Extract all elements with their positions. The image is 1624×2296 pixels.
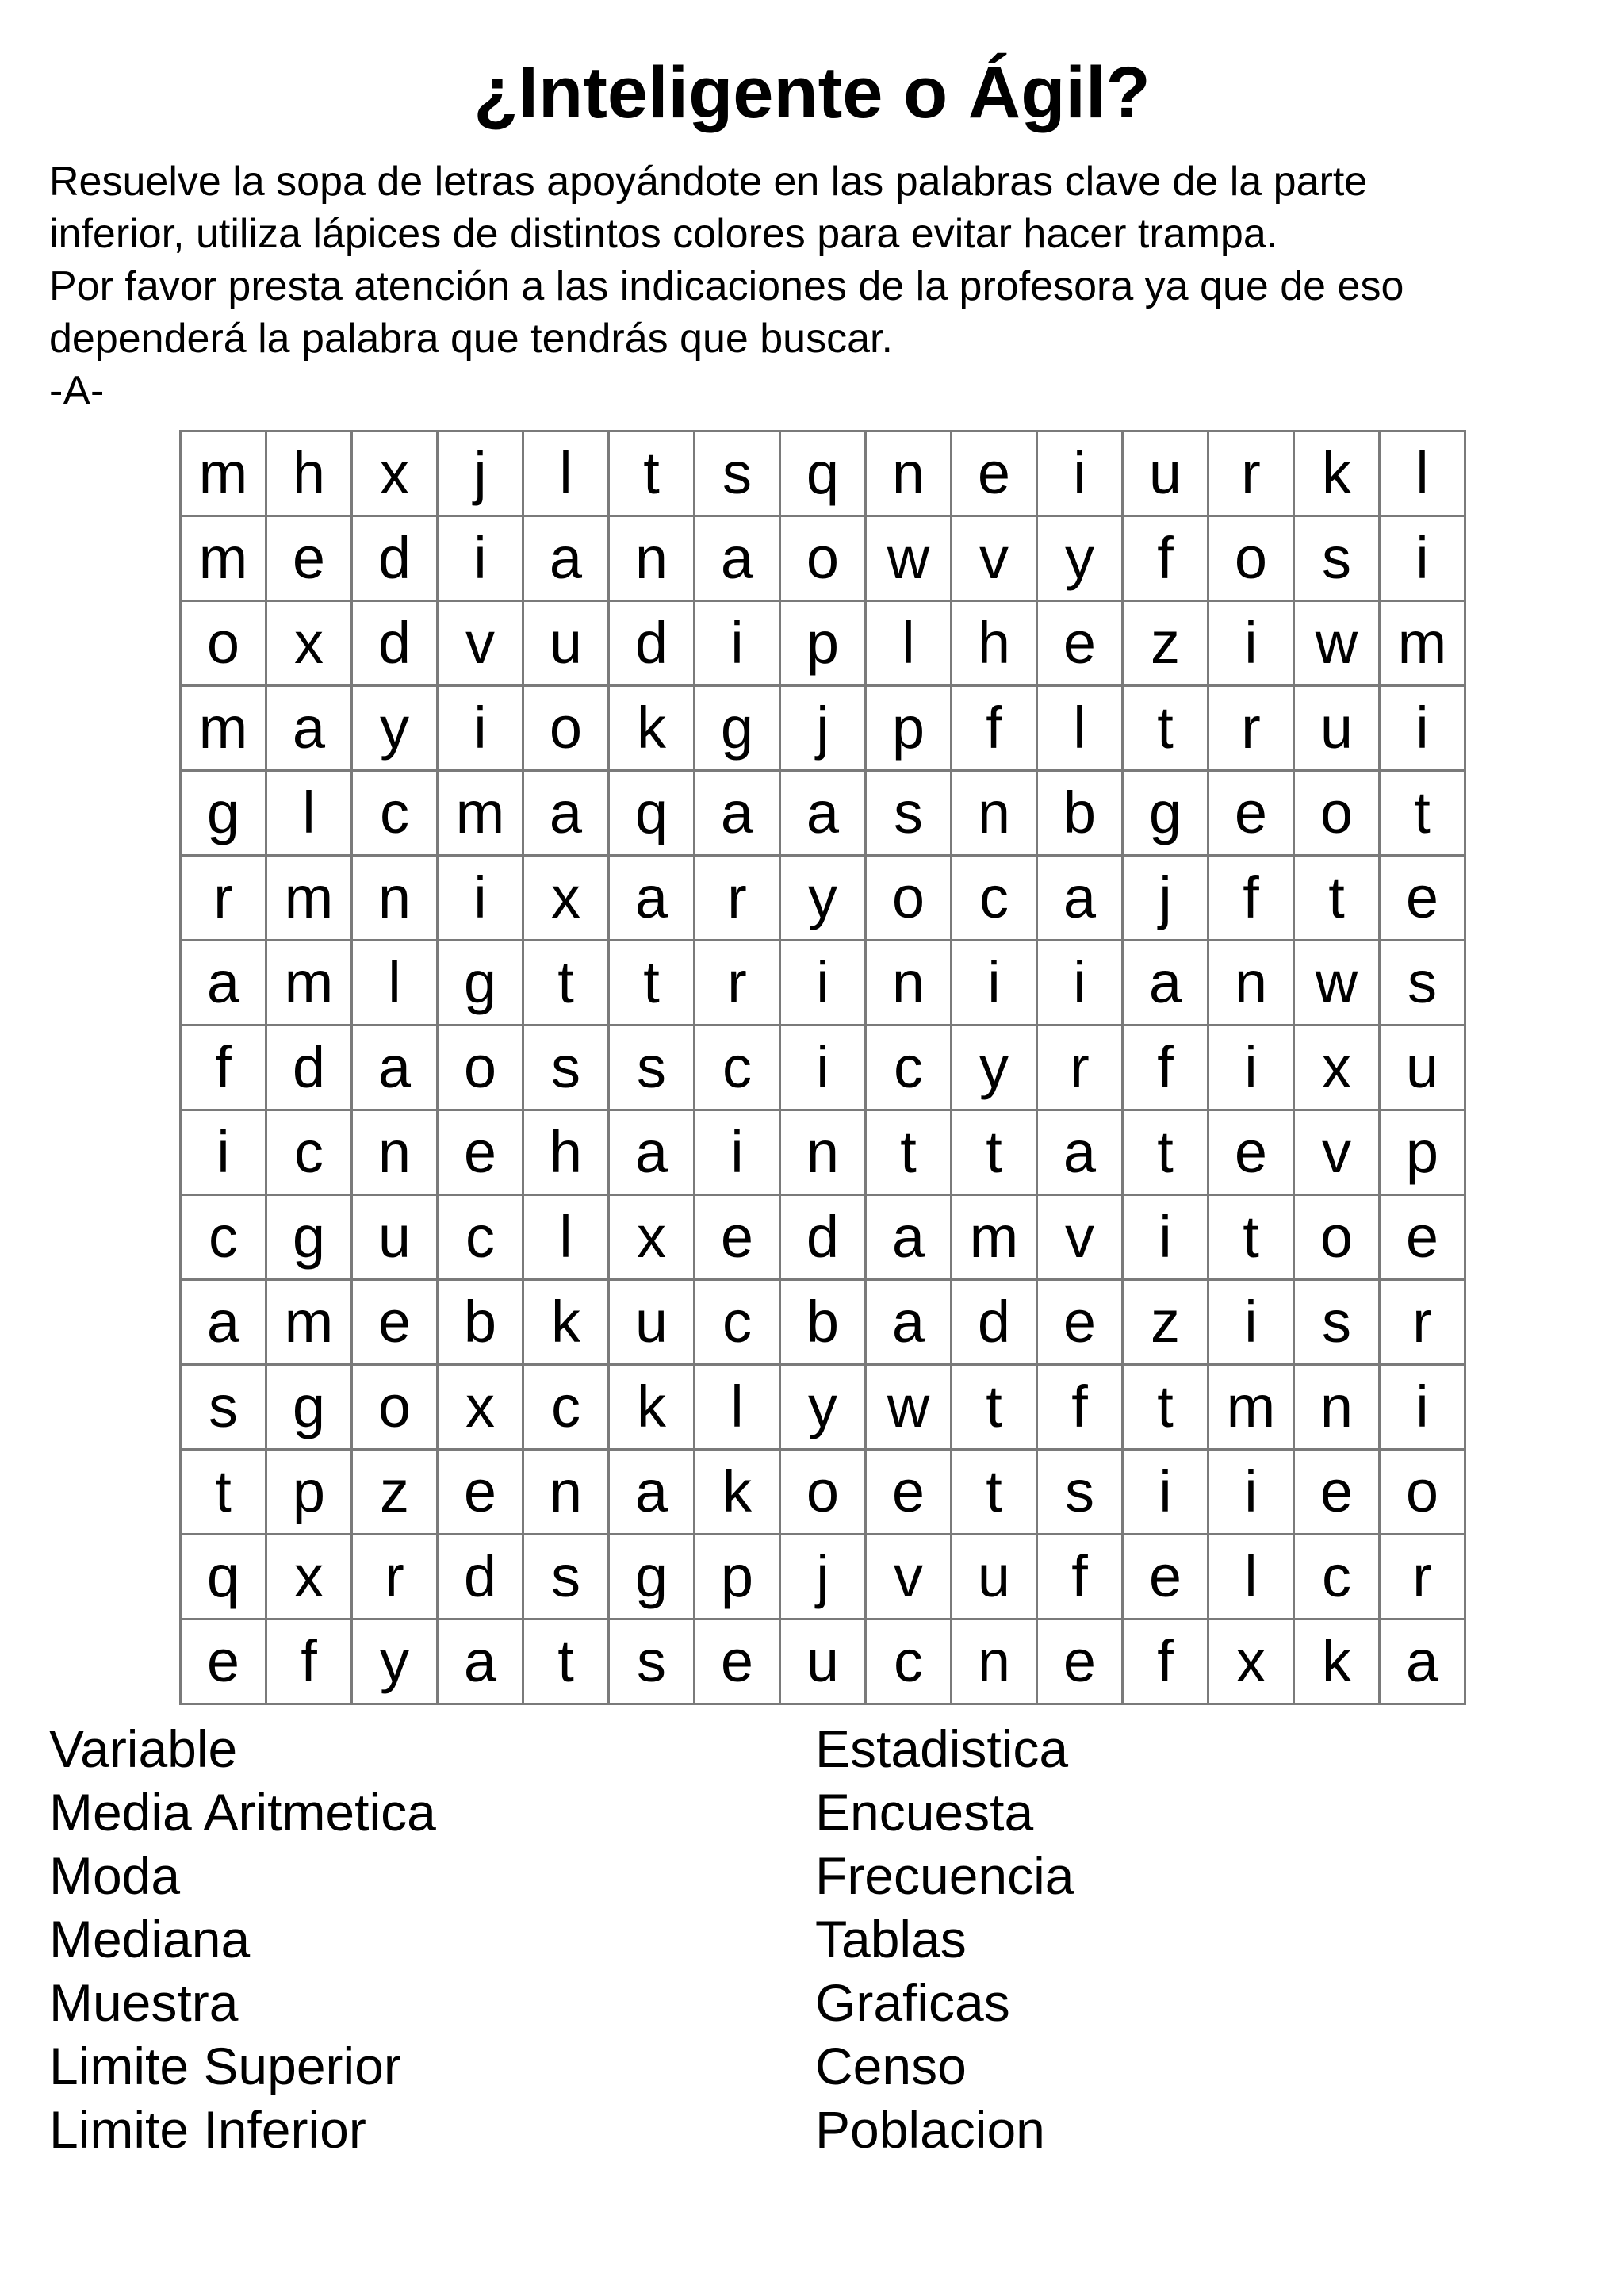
grid-cell[interactable]: n xyxy=(952,1619,1037,1704)
grid-cell[interactable]: c xyxy=(266,1110,352,1195)
grid-cell[interactable]: i xyxy=(1037,941,1123,1025)
grid-cell[interactable]: o xyxy=(1380,1450,1465,1535)
grid-cell[interactable]: g xyxy=(1123,771,1208,856)
grid-cell[interactable]: k xyxy=(1294,1619,1380,1704)
grid-row xyxy=(181,1280,1465,1365)
grid-cell[interactable]: l xyxy=(695,1365,780,1450)
grid-cell[interactable]: c xyxy=(1294,1535,1380,1619)
grid-cell[interactable]: m xyxy=(181,686,266,771)
grid-cell[interactable]: z xyxy=(352,1450,438,1535)
grid-cell[interactable]: m xyxy=(181,431,266,516)
grid-cell[interactable]: d xyxy=(266,1025,352,1110)
grid-cell[interactable]: r xyxy=(695,856,780,941)
word-item: Encuesta xyxy=(815,1783,1034,1842)
grid-cell[interactable]: l xyxy=(866,601,952,686)
grid-cell[interactable]: u xyxy=(352,1195,438,1280)
grid-cell[interactable]: y xyxy=(352,1619,438,1704)
grid-cell[interactable]: o xyxy=(780,516,866,601)
grid-cell[interactable]: k xyxy=(695,1450,780,1535)
grid-cell[interactable]: n xyxy=(352,1110,438,1195)
grid-cell[interactable]: t xyxy=(523,1619,609,1704)
grid-row xyxy=(181,771,1465,856)
grid-cell[interactable]: h xyxy=(266,431,352,516)
grid-cell[interactable]: e xyxy=(1037,1619,1123,1704)
grid-cell[interactable]: n xyxy=(866,941,952,1025)
grid-cell[interactable]: n xyxy=(352,856,438,941)
grid-cell[interactable]: e xyxy=(866,1450,952,1535)
grid-cell[interactable]: w xyxy=(1294,601,1380,686)
grid-cell[interactable]: o xyxy=(352,1365,438,1450)
grid-cell[interactable]: e xyxy=(1123,1535,1208,1619)
grid-cell[interactable]: f xyxy=(1037,1535,1123,1619)
grid-cell[interactable]: h xyxy=(952,601,1037,686)
grid-cell[interactable]: u xyxy=(780,1619,866,1704)
grid-cell[interactable]: r xyxy=(181,856,266,941)
grid-cell[interactable]: r xyxy=(695,941,780,1025)
grid-cell[interactable]: i xyxy=(1380,516,1465,601)
grid-cell[interactable]: i xyxy=(695,1110,780,1195)
grid-cell[interactable]: i xyxy=(1123,1450,1208,1535)
word-item: Mediana xyxy=(49,1910,251,1968)
grid-cell[interactable]: s xyxy=(181,1365,266,1450)
grid-cell[interactable]: z xyxy=(1123,601,1208,686)
word-item: Poblacion xyxy=(815,2100,1045,2159)
word-item: Censo xyxy=(815,2037,967,2095)
grid-cell[interactable]: o xyxy=(1208,516,1294,601)
grid-cell[interactable]: g xyxy=(609,1535,695,1619)
grid-cell[interactable]: u xyxy=(1380,1025,1465,1110)
grid-cell[interactable]: r xyxy=(1208,686,1294,771)
grid-cell[interactable]: y xyxy=(1037,516,1123,601)
grid-cell[interactable]: l xyxy=(1208,1535,1294,1619)
grid-cell[interactable]: e xyxy=(1380,1195,1465,1280)
grid-cell[interactable]: g xyxy=(695,686,780,771)
instruction-line: dependerá la palabra que tendrás que buscar. xyxy=(49,316,893,362)
instruction-line: Por favor presta atención a las indicaciones de la profesora ya que de eso xyxy=(49,263,1404,309)
grid-cell[interactable]: t xyxy=(609,941,695,1025)
grid-cell[interactable]: g xyxy=(438,941,523,1025)
grid-cell[interactable]: c xyxy=(181,1195,266,1280)
grid-cell[interactable]: c xyxy=(952,856,1037,941)
grid-cell[interactable]: h xyxy=(523,1110,609,1195)
grid-cell[interactable]: x xyxy=(609,1195,695,1280)
grid-cell[interactable]: c xyxy=(866,1619,952,1704)
grid-cell[interactable]: a xyxy=(866,1280,952,1365)
grid-cell[interactable]: e xyxy=(952,431,1037,516)
grid-cell[interactable]: c xyxy=(695,1280,780,1365)
grid-row xyxy=(181,1195,1465,1280)
grid-cell[interactable]: v xyxy=(1037,1195,1123,1280)
grid-cell[interactable]: a xyxy=(866,1195,952,1280)
grid-cell[interactable]: f xyxy=(1123,1619,1208,1704)
grid-cell[interactable]: k xyxy=(609,1365,695,1450)
grid-cell[interactable]: a xyxy=(181,1280,266,1365)
grid-cell[interactable]: s xyxy=(609,1619,695,1704)
grid-cell[interactable]: n xyxy=(952,771,1037,856)
grid-row xyxy=(181,1365,1465,1450)
grid-cell[interactable]: w xyxy=(866,516,952,601)
word-item: Variable xyxy=(49,1719,238,1778)
grid-cell[interactable]: a xyxy=(695,516,780,601)
grid-cell[interactable]: a xyxy=(1380,1619,1465,1704)
grid-cell[interactable]: s xyxy=(1294,516,1380,601)
grid-cell[interactable]: c xyxy=(438,1195,523,1280)
grid-cell[interactable]: i xyxy=(695,601,780,686)
grid-cell[interactable]: q xyxy=(181,1535,266,1619)
instructions xyxy=(49,155,1588,417)
grid-cell[interactable]: r xyxy=(1380,1280,1465,1365)
grid-cell[interactable]: v xyxy=(1294,1110,1380,1195)
word-list-right xyxy=(815,1717,1074,2161)
grid-cell[interactable]: m xyxy=(438,771,523,856)
grid-cell[interactable]: f xyxy=(266,1619,352,1704)
grid-cell[interactable]: q xyxy=(780,431,866,516)
grid-cell[interactable]: c xyxy=(523,1365,609,1450)
grid-cell[interactable]: n xyxy=(609,516,695,601)
grid-cell[interactable]: i xyxy=(1037,431,1123,516)
grid-row xyxy=(181,686,1465,771)
grid-cell[interactable]: g xyxy=(266,1365,352,1450)
grid-cell[interactable]: t xyxy=(952,1450,1037,1535)
grid-row xyxy=(181,941,1465,1025)
grid-row xyxy=(181,856,1465,941)
grid-cell[interactable]: i xyxy=(952,941,1037,1025)
word-item: Limite Superior xyxy=(49,2037,401,2095)
grid-cell[interactable]: k xyxy=(523,1280,609,1365)
grid-cell[interactable]: m xyxy=(266,941,352,1025)
grid-cell[interactable]: i xyxy=(1380,686,1465,771)
grid-cell[interactable]: m xyxy=(266,1280,352,1365)
grid-cell[interactable]: t xyxy=(1208,1195,1294,1280)
grid-cell[interactable]: d xyxy=(780,1195,866,1280)
grid-cell[interactable]: l xyxy=(352,941,438,1025)
grid-cell[interactable]: n xyxy=(866,431,952,516)
grid-cell[interactable]: l xyxy=(1380,431,1465,516)
grid-cell[interactable]: v xyxy=(438,601,523,686)
grid-cell[interactable]: o xyxy=(523,686,609,771)
grid-cell[interactable]: j xyxy=(780,686,866,771)
instruction-line: Resuelve la sopa de letras apoyándote en las palabras clave de la parte xyxy=(49,159,1368,205)
grid-cell[interactable]: e xyxy=(1037,601,1123,686)
grid-cell[interactable]: m xyxy=(952,1195,1037,1280)
grid-cell[interactable]: m xyxy=(1208,1365,1294,1450)
grid-cell[interactable]: x xyxy=(352,431,438,516)
grid-cell[interactable]: i xyxy=(1208,1450,1294,1535)
page-title: ¿Inteligente o Ágil? xyxy=(473,52,1151,133)
grid-cell[interactable]: x xyxy=(523,856,609,941)
grid-cell[interactable]: p xyxy=(695,1535,780,1619)
grid-cell[interactable]: g xyxy=(266,1195,352,1280)
grid-cell[interactable]: e xyxy=(1037,1280,1123,1365)
grid-cell[interactable]: o xyxy=(1294,1195,1380,1280)
grid-row xyxy=(181,1619,1465,1704)
grid-cell[interactable]: t xyxy=(609,431,695,516)
grid-cell[interactable]: i xyxy=(181,1110,266,1195)
grid-cell[interactable]: i xyxy=(438,856,523,941)
grid-cell[interactable]: e xyxy=(438,1450,523,1535)
grid-cell[interactable]: u xyxy=(1123,431,1208,516)
grid-cell[interactable]: i xyxy=(438,516,523,601)
grid-cell[interactable]: a xyxy=(609,1450,695,1535)
grid-cell[interactable]: t xyxy=(1123,686,1208,771)
grid-cell[interactable]: p xyxy=(780,601,866,686)
grid-cell[interactable]: x xyxy=(266,601,352,686)
grid-cell[interactable]: o xyxy=(1294,771,1380,856)
grid-cell[interactable]: t xyxy=(1294,856,1380,941)
grid-cell[interactable]: s xyxy=(866,771,952,856)
grid-cell[interactable]: r xyxy=(1037,1025,1123,1110)
grid-cell[interactable]: d xyxy=(952,1280,1037,1365)
word-item: Estadistica xyxy=(815,1719,1069,1778)
grid-cell[interactable]: e xyxy=(1294,1450,1380,1535)
grid-cell[interactable]: i xyxy=(780,941,866,1025)
grid-cell[interactable]: a xyxy=(1037,856,1123,941)
grid-cell[interactable]: e xyxy=(1208,1110,1294,1195)
grid-cell[interactable]: a xyxy=(609,856,695,941)
grid-cell[interactable]: l xyxy=(266,771,352,856)
grid-cell[interactable]: w xyxy=(1294,941,1380,1025)
grid-cell[interactable]: i xyxy=(1380,1365,1465,1450)
grid-cell[interactable]: t xyxy=(1380,771,1465,856)
grid-cell[interactable]: v xyxy=(952,516,1037,601)
grid-cell[interactable]: i xyxy=(438,686,523,771)
grid-cell[interactable]: e xyxy=(1380,856,1465,941)
grid-cell[interactable]: s xyxy=(609,1025,695,1110)
grid-cell[interactable]: a xyxy=(695,771,780,856)
grid-cell[interactable]: s xyxy=(1037,1450,1123,1535)
grid-cell[interactable]: a xyxy=(609,1110,695,1195)
grid-cell[interactable]: l xyxy=(1037,686,1123,771)
grid-cell[interactable]: n xyxy=(1294,1365,1380,1450)
grid-cell[interactable]: s xyxy=(1380,941,1465,1025)
grid-cell[interactable]: u xyxy=(1294,686,1380,771)
grid-cell[interactable]: v xyxy=(866,1535,952,1619)
word-search-grid xyxy=(179,430,1466,1705)
grid-row xyxy=(181,1535,1465,1619)
grid-cell[interactable]: i xyxy=(1208,1025,1294,1110)
grid-cell[interactable]: j xyxy=(780,1535,866,1619)
grid-cell[interactable]: s xyxy=(523,1535,609,1619)
grid-cell[interactable]: n xyxy=(780,1110,866,1195)
grid-cell[interactable]: e xyxy=(181,1619,266,1704)
grid-cell[interactable]: o xyxy=(866,856,952,941)
grid-cell[interactable]: f xyxy=(1123,516,1208,601)
grid-cell[interactable]: d xyxy=(352,601,438,686)
grid-cell[interactable]: r xyxy=(352,1535,438,1619)
grid-cell[interactable]: t xyxy=(181,1450,266,1535)
word-item: Frecuencia xyxy=(815,1846,1074,1905)
grid-cell[interactable]: r xyxy=(1208,431,1294,516)
grid-row xyxy=(181,431,1465,516)
grid-cell[interactable]: n xyxy=(523,1450,609,1535)
grid-cell[interactable]: a xyxy=(438,1619,523,1704)
grid-cell[interactable]: b xyxy=(438,1280,523,1365)
grid-cell[interactable]: u xyxy=(952,1535,1037,1619)
grid-cell[interactable]: c xyxy=(352,771,438,856)
word-item: Media Aritmetica xyxy=(49,1783,436,1842)
grid-cell[interactable]: y xyxy=(952,1025,1037,1110)
grid-cell[interactable]: x xyxy=(266,1535,352,1619)
grid-cell[interactable]: f xyxy=(181,1025,266,1110)
grid-cell[interactable]: s xyxy=(523,1025,609,1110)
grid-cell[interactable]: o xyxy=(181,601,266,686)
grid-cell[interactable]: t xyxy=(866,1110,952,1195)
grid-cell[interactable]: t xyxy=(952,1110,1037,1195)
grid-cell[interactable]: s xyxy=(695,431,780,516)
grid-cell[interactable]: p xyxy=(866,686,952,771)
grid-cell[interactable]: t xyxy=(952,1365,1037,1450)
grid-cell[interactable]: f xyxy=(1208,856,1294,941)
grid-cell[interactable]: x xyxy=(1208,1619,1294,1704)
grid-cell[interactable]: d xyxy=(438,1535,523,1619)
grid-cell[interactable]: s xyxy=(1294,1280,1380,1365)
grid-cell[interactable]: m xyxy=(181,516,266,601)
grid-cell[interactable]: b xyxy=(1037,771,1123,856)
grid-cell[interactable]: p xyxy=(266,1450,352,1535)
grid-cell[interactable]: j xyxy=(1123,856,1208,941)
grid-cell[interactable]: o xyxy=(780,1450,866,1535)
grid-row xyxy=(181,1110,1465,1195)
grid-cell[interactable]: w xyxy=(866,1365,952,1450)
grid-row xyxy=(181,1450,1465,1535)
grid-cell[interactable]: x xyxy=(1294,1025,1380,1110)
grid-cell[interactable]: e xyxy=(266,516,352,601)
grid-cell[interactable]: e xyxy=(695,1619,780,1704)
grid-cell[interactable]: c xyxy=(695,1025,780,1110)
grid-cell[interactable]: y xyxy=(352,686,438,771)
grid-cell[interactable]: e xyxy=(1208,771,1294,856)
grid-cell[interactable]: t xyxy=(523,941,609,1025)
grid-cell[interactable]: a xyxy=(266,686,352,771)
grid-cell[interactable]: e xyxy=(352,1280,438,1365)
word-item: Moda xyxy=(49,1846,181,1905)
version-label: -A- xyxy=(49,368,105,414)
word-item: Limite Inferior xyxy=(49,2100,366,2159)
grid-cell[interactable]: a xyxy=(1123,941,1208,1025)
grid-cell[interactable]: g xyxy=(181,771,266,856)
grid-cell[interactable]: c xyxy=(866,1025,952,1110)
word-item: Tablas xyxy=(815,1910,967,1968)
grid-cell[interactable]: f xyxy=(1037,1365,1123,1450)
grid-row xyxy=(181,601,1465,686)
grid-cell[interactable]: d xyxy=(352,516,438,601)
grid-cell[interactable]: t xyxy=(1123,1365,1208,1450)
instruction-line: inferior, utiliza lápices de distintos colores para evitar hacer trampa. xyxy=(49,211,1278,257)
grid-cell[interactable]: o xyxy=(438,1025,523,1110)
grid-cell[interactable]: y xyxy=(780,1365,866,1450)
grid-cell[interactable]: i xyxy=(1123,1195,1208,1280)
word-list-left xyxy=(49,1717,436,2161)
grid-cell[interactable]: m xyxy=(266,856,352,941)
grid-cell[interactable]: i xyxy=(780,1025,866,1110)
grid-cell[interactable]: a xyxy=(1037,1110,1123,1195)
grid-cell[interactable]: a xyxy=(181,941,266,1025)
grid-cell[interactable]: e xyxy=(438,1110,523,1195)
grid-cell[interactable]: x xyxy=(438,1365,523,1450)
grid-cell[interactable]: d xyxy=(609,601,695,686)
grid-cell[interactable]: a xyxy=(523,516,609,601)
grid-cell[interactable]: t xyxy=(1123,1110,1208,1195)
grid-row xyxy=(181,1025,1465,1110)
grid-cell[interactable]: r xyxy=(1380,1535,1465,1619)
grid-cell[interactable]: a xyxy=(352,1025,438,1110)
grid-cell[interactable]: k xyxy=(609,686,695,771)
grid-cell[interactable]: m xyxy=(1380,601,1465,686)
grid-cell[interactable]: p xyxy=(1380,1110,1465,1195)
grid-cell[interactable]: b xyxy=(780,1280,866,1365)
word-item: Muestra xyxy=(49,1973,239,2032)
grid-cell[interactable]: i xyxy=(1208,601,1294,686)
grid-cell[interactable]: l xyxy=(523,431,609,516)
grid-cell[interactable]: a xyxy=(523,771,609,856)
grid-cell[interactable]: z xyxy=(1123,1280,1208,1365)
grid-cell[interactable]: e xyxy=(695,1195,780,1280)
grid-cell[interactable]: a xyxy=(780,771,866,856)
word-item: Graficas xyxy=(815,1973,1010,2032)
grid-cell[interactable]: l xyxy=(523,1195,609,1280)
grid-cell[interactable]: i xyxy=(1208,1280,1294,1365)
grid-cell[interactable]: u xyxy=(609,1280,695,1365)
grid-cell[interactable]: f xyxy=(952,686,1037,771)
grid-cell[interactable]: q xyxy=(609,771,695,856)
grid-cell[interactable]: n xyxy=(1208,941,1294,1025)
grid-cell[interactable]: u xyxy=(523,601,609,686)
grid-cell[interactable]: k xyxy=(1294,431,1380,516)
grid-cell[interactable]: y xyxy=(780,856,866,941)
grid-cell[interactable]: f xyxy=(1123,1025,1208,1110)
grid-cell[interactable]: j xyxy=(438,431,523,516)
grid-row xyxy=(181,516,1465,601)
